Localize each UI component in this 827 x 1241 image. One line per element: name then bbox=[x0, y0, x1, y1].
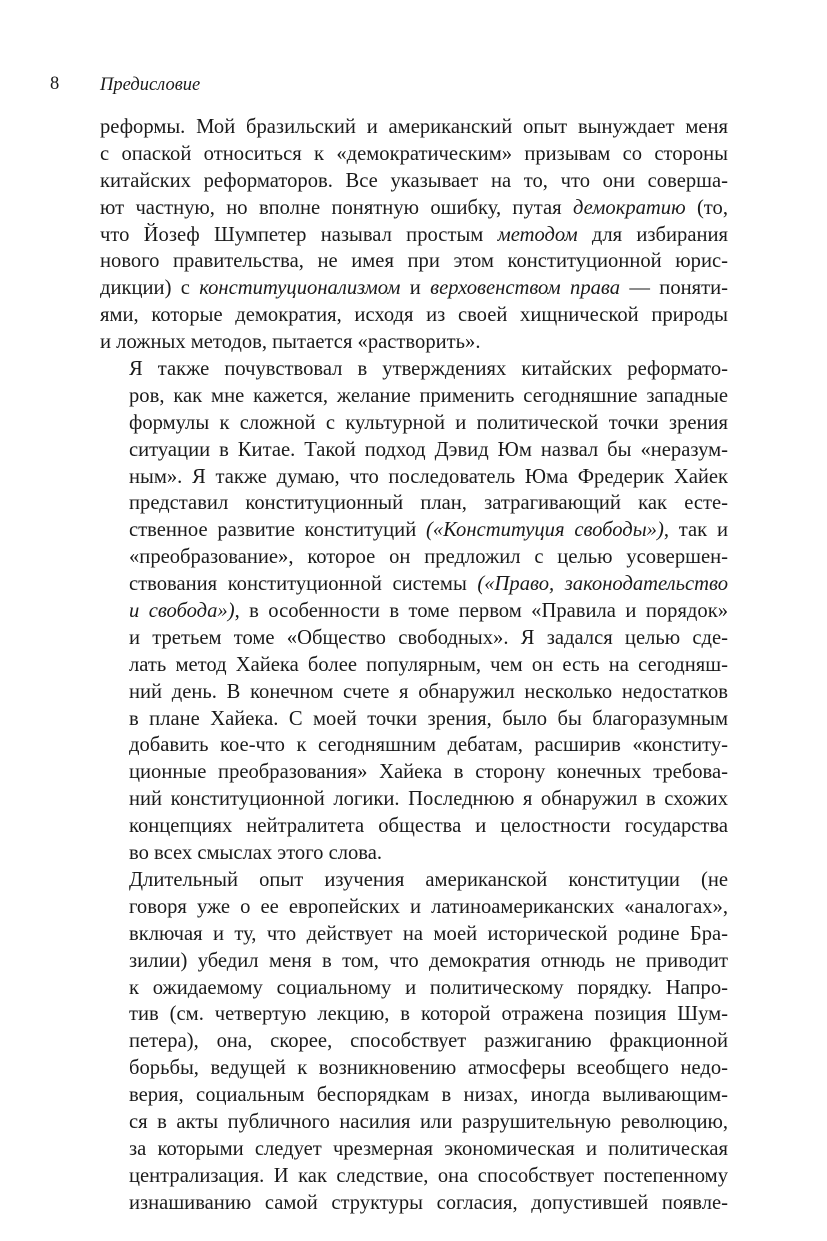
text-run: и третьем томе «Общество свободных». Я задался целью сде- bbox=[129, 626, 728, 649]
text-line bbox=[100, 759, 728, 786]
text-run: во всех смыслах этого слова. bbox=[129, 842, 383, 865]
text-line bbox=[100, 571, 728, 598]
italic-run: конституционализмом bbox=[199, 277, 401, 300]
paragraph bbox=[100, 356, 728, 867]
text-run: ся в акты публичного насилия или разрушительную революцию, bbox=[129, 1110, 728, 1133]
text-run: (то, bbox=[685, 196, 728, 219]
text-line bbox=[100, 652, 728, 679]
page-header bbox=[50, 74, 730, 102]
text-run: с опаской относиться к «демократическим» призывам со стороны bbox=[100, 142, 728, 165]
text-run: представил конституционный план, затрагивающий как есте- bbox=[129, 492, 728, 515]
text-run: ний день. В конечном счете я обнаружил несколько недостатков bbox=[129, 680, 728, 703]
text-run: формулы к сложной с культурной и политической точки зрения bbox=[129, 411, 728, 434]
text-line bbox=[100, 679, 728, 706]
italic-run: демократию bbox=[572, 196, 686, 219]
text-run: ями, которые демократия, исходя из своей хищнической природы bbox=[100, 304, 728, 327]
text-line bbox=[100, 813, 728, 840]
text-line bbox=[100, 1136, 728, 1163]
text-line bbox=[100, 222, 728, 249]
text-run: ситуации в Китае. Такой подход Дэвид Юм назвал бы «неразум- bbox=[129, 438, 728, 461]
text-run: петера), она, скорее, способствует разжиганию фракционной bbox=[129, 1030, 728, 1053]
text-run: нового правительства, не имея при этом конституционной юрис- bbox=[100, 250, 728, 273]
text-run: зилии) убедил меня в том, что демократия отнюдь не приводит bbox=[129, 949, 728, 972]
text-run: ют частную, но вполне понятную ошибку, путая bbox=[100, 196, 573, 219]
text-run: реформы. Мой бразильский и американский опыт вынуждает меня bbox=[100, 116, 728, 138]
text-line bbox=[100, 168, 728, 195]
paragraph bbox=[100, 114, 728, 356]
text-run: , так и bbox=[663, 519, 728, 542]
text-line bbox=[100, 948, 728, 975]
italic-run: методом bbox=[497, 223, 578, 246]
text-line bbox=[100, 329, 728, 356]
text-run: говоря уже о ее европейских и латиноамериканских «аналогах», bbox=[129, 895, 728, 918]
text-run: ний конституционной логики. Последнюю я обнаружил в схожих bbox=[129, 788, 728, 811]
text-run: для избирания bbox=[577, 223, 728, 246]
text-line bbox=[100, 1082, 728, 1109]
paragraph bbox=[100, 867, 728, 1217]
text-line bbox=[100, 356, 728, 383]
text-run: Длительный опыт изучения американской конституции (не bbox=[129, 868, 728, 891]
text-run: Я также почувствовал в утверждениях китайских реформато- bbox=[129, 358, 728, 381]
text-run: ственное развитие конституций bbox=[129, 519, 427, 542]
text-line bbox=[100, 383, 728, 410]
text-line bbox=[100, 464, 728, 491]
text-line bbox=[100, 517, 728, 544]
text-run: добавить кое-что к сегодняшним дебатам, расширив «конститу- bbox=[129, 734, 728, 757]
text-run: , в особенности в томе первом «Правила и порядок» bbox=[234, 600, 728, 623]
text-run: изнашиванию самой структуры согласия, допустившей появле- bbox=[129, 1191, 728, 1214]
text-run: тив (см. четвертую лекцию, в которой отражена позиция Шум- bbox=[129, 1003, 728, 1026]
text-line bbox=[100, 921, 728, 948]
text-line bbox=[100, 598, 728, 625]
text-line bbox=[100, 1001, 728, 1028]
text-line bbox=[100, 625, 728, 652]
text-run: что Йозеф Шумпетер называл простым bbox=[100, 223, 498, 246]
text-line bbox=[100, 1190, 728, 1217]
text-line bbox=[100, 410, 728, 437]
text-line bbox=[100, 544, 728, 571]
italic-run: и свобода») bbox=[129, 600, 235, 623]
text-run: ционные преобразования» Хайека в сторону конечных требова- bbox=[129, 761, 728, 784]
italic-run: верховенством права bbox=[430, 277, 621, 300]
text-run: централизация. И как следствие, она способствует постепенному bbox=[129, 1164, 728, 1187]
text-run: верия, социальным беспорядкам в низах, иногда выливающим- bbox=[129, 1084, 728, 1107]
text-run: за которыми следует чрезмерная экономическая и политическая bbox=[129, 1137, 728, 1160]
text-line bbox=[100, 1028, 728, 1055]
text-run: и ложных методов, пытается «растворить». bbox=[100, 331, 481, 354]
text-run: к ожидаемому социальному и политическому порядку. Напро- bbox=[129, 976, 728, 999]
text-run: в плане Хайека. С моей точки зрения, было бы благоразумным bbox=[129, 707, 728, 730]
text-run: концепциях нейтралитета общества и целостности государства bbox=[129, 815, 728, 838]
text-run: — поняти- bbox=[620, 277, 728, 300]
text-run: китайских реформаторов. Все указывает на то, что они соверша- bbox=[100, 169, 728, 192]
text-line bbox=[100, 437, 728, 464]
text-line bbox=[100, 1163, 728, 1190]
text-run: дикции) с bbox=[100, 277, 200, 300]
running-title: Предисловие bbox=[100, 75, 201, 95]
text-line bbox=[100, 248, 728, 275]
text-run: ствования конституционной системы bbox=[129, 573, 478, 596]
body-text bbox=[100, 114, 728, 1217]
text-line bbox=[100, 1109, 728, 1136]
text-run: борьбы, ведущей к возникновению атмосферы всеобщего недо- bbox=[129, 1057, 728, 1080]
text-run: ным». Я также думаю, что последователь Юма Фредерик Хайек bbox=[129, 465, 728, 488]
italic-run: («Право, законодательство bbox=[477, 573, 728, 596]
text-line bbox=[100, 275, 728, 302]
page-number: 8 bbox=[50, 74, 60, 94]
text-run: «преобразование», которое он предложил с целью усовершен- bbox=[129, 546, 728, 569]
text-line bbox=[100, 975, 728, 1002]
text-line bbox=[100, 840, 728, 867]
text-line bbox=[100, 195, 728, 222]
text-line bbox=[100, 867, 728, 894]
text-line bbox=[100, 894, 728, 921]
text-line bbox=[100, 302, 728, 329]
text-line bbox=[100, 1055, 728, 1082]
italic-run: («Конституция свободы») bbox=[426, 519, 664, 542]
text-line bbox=[100, 732, 728, 759]
text-line bbox=[100, 141, 728, 168]
text-run: включая и ту, что действует на моей исторической родине Бра- bbox=[129, 922, 728, 945]
text-run: и bbox=[400, 277, 431, 300]
text-line bbox=[100, 114, 728, 141]
text-run: ров, как мне кажется, желание применить сегодняшние западные bbox=[129, 384, 728, 407]
text-line bbox=[100, 706, 728, 733]
text-run: лать метод Хайека более популярным, чем он есть на сегодняш- bbox=[129, 653, 728, 676]
text-line bbox=[100, 786, 728, 813]
text-line bbox=[100, 490, 728, 517]
